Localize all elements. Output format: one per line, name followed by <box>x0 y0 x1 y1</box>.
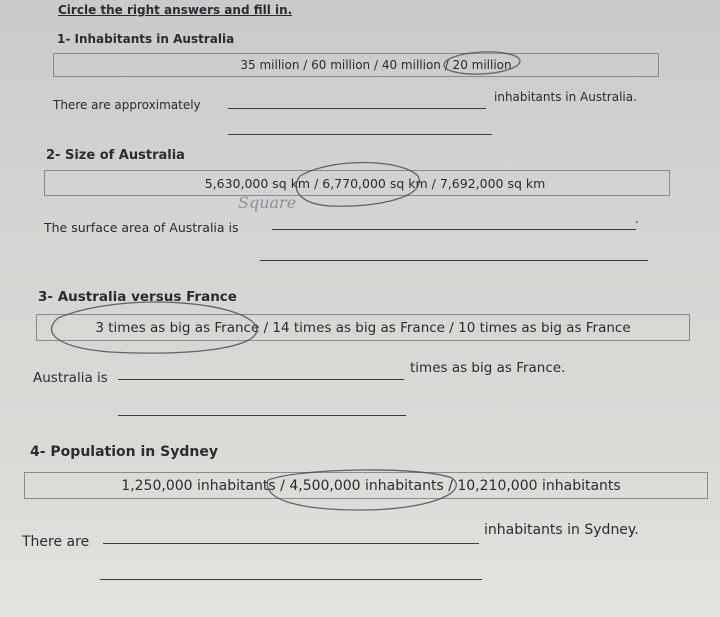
q4-sentence-after: inhabitants in Sydney. <box>484 522 639 538</box>
q2-heading: 2- Size of Australia <box>46 148 185 163</box>
q2-options: 5,630,000 sq km / 6,770,000 sq km / 7,692,000 sq km <box>204 175 546 191</box>
q2-sentence-after: . <box>635 212 639 226</box>
q3-second-line[interactable] <box>118 415 406 416</box>
q3-options: 3 times as big as France / 14 times as big as France / 10 times as big as France <box>95 319 631 336</box>
q3-sentence-after: times as big as France. <box>410 360 566 376</box>
q4-options: 1,250,000 inhabitants / 4,500,000 inhabitants / 10,210,000 inhabitants <box>121 477 621 494</box>
worksheet-title: Circle the right answers and fill in. <box>58 3 293 17</box>
q3-options-box <box>36 314 690 341</box>
q4-sentence-before: There are <box>22 534 90 550</box>
q4-answer-line[interactable] <box>103 543 479 544</box>
q2-handwriting: Square <box>238 193 297 212</box>
q1-options-box <box>53 53 659 77</box>
q2-second-line[interactable] <box>260 260 648 261</box>
q1-sentence-after: inhabitants in Australia. <box>494 90 637 104</box>
q4-second-line[interactable] <box>100 579 482 580</box>
q4-heading: 4- Population in Sydney <box>30 444 218 460</box>
q3-sentence-before: Australia is <box>33 370 108 386</box>
q1-options: 35 million / 60 million / 40 million / 20 million <box>240 58 512 72</box>
q3-answer-line[interactable] <box>118 379 404 380</box>
q1-answer-line[interactable] <box>228 108 486 109</box>
q1-sentence-before: There are approximately <box>53 98 201 112</box>
q2-answer-line[interactable] <box>272 229 636 230</box>
q1-heading: 1- Inhabitants in Australia <box>57 32 235 46</box>
q4-options-box <box>24 472 708 499</box>
q1-second-line[interactable] <box>228 134 492 135</box>
q3-heading: 3- Australia versus France <box>38 289 237 305</box>
q2-sentence-before: The surface area of Australia is <box>44 220 239 235</box>
q2-options-box <box>44 170 670 196</box>
